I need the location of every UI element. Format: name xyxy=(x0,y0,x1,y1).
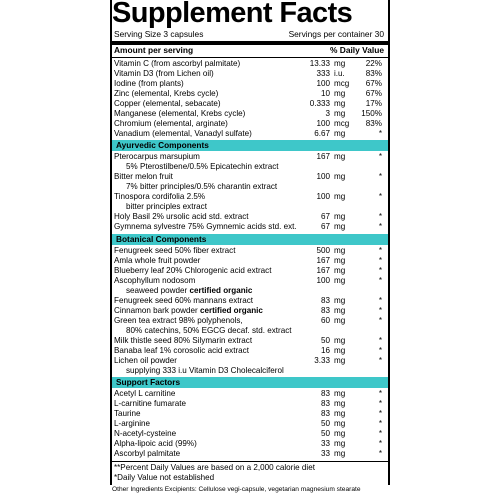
amount-header: Amount per serving xyxy=(114,45,194,55)
ingredient-row: Amla whole fruit powder 167 mg * xyxy=(114,256,382,265)
ingredient-row: Pterocarpus marsupium 167 mg * xyxy=(114,152,382,161)
nutrient-row: Copper (elemental, sebacate) 0.333 mg 17% xyxy=(114,99,382,108)
ingredient-row: Green tea extract 98% polyphenols, 60 mg * xyxy=(114,316,382,325)
panel-title: Supplement Facts xyxy=(112,0,353,29)
serving-size: Serving Size 3 capsules xyxy=(114,29,204,39)
serving-info xyxy=(112,29,388,40)
ingredient-row: Gymnema sylvestre 75% Gymnemic acids std. ext. 67 mg * xyxy=(114,222,382,231)
section-ayurvedic: Ayurvedic Components xyxy=(112,140,388,151)
servings-per-container: Servings per container 30 xyxy=(288,29,384,39)
footnote: **Percent Daily Values are based on a 2,000 calorie diet xyxy=(114,463,315,472)
divider xyxy=(112,461,388,462)
ingredient-row: Acetyl L carnitine 83 mg * xyxy=(114,389,382,398)
ingredient-row: Tinospora cordifolia 2.5% 100 mg * xyxy=(114,192,382,201)
ingredient-detail: 80% catechins, 50% EGCG decaf. std. extract xyxy=(126,326,292,335)
dv-header: % Daily Value xyxy=(330,45,384,55)
nutrient-row: Manganese (elemental, Krebs cycle) 3 mg 150% xyxy=(114,109,382,118)
ingredient-row: Fenugreek seed 60% mannans extract 83 mg * xyxy=(114,296,382,305)
nutrient-row: Chromium (elemental, arginate) 100 mcg 83% xyxy=(114,119,382,128)
nutrient-row: Vitamin C (from ascorbyl palmitate) 13.33 mg 22% xyxy=(114,59,382,68)
ingredient-row: L-arginine 50 mg * xyxy=(114,419,382,428)
other-ingredients: Other Ingredients Excipients: Cellulose vegi-capsule, vegetarian magnesium stearate xyxy=(112,486,361,493)
ingredient-row: Banaba leaf 1% corosolic acid extract 16 mg * xyxy=(114,346,382,355)
ingredient-row: Cinnamon bark powder certified organic 83 mg * xyxy=(114,306,382,315)
ingredient-row: Taurine 83 mg * xyxy=(114,409,382,418)
ingredient-row: Blueberry leaf 20% Chlorogenic acid extract 167 mg * xyxy=(114,266,382,275)
ingredient-row: Alpha-lipoic acid (99%) 33 mg * xyxy=(114,439,382,448)
nutrient-row: Iodine (from plants) 100 mcg 67% xyxy=(114,79,382,88)
section-support: Support Factors xyxy=(112,377,388,388)
ingredient-detail: seaweed powder certified organic xyxy=(126,286,253,295)
ingredient-row: Milk thistle seed 80% Silymarin extract 50 mg * xyxy=(114,336,382,345)
section-botanical: Botanical Components xyxy=(112,234,388,245)
ingredient-row: L-carnitine fumarate 83 mg * xyxy=(114,399,382,408)
ingredient-row: Lichen oil powder 3.33 mg * xyxy=(114,356,382,365)
ingredient-detail: 5% Pterostilbene/0.5% Epicatechin extract xyxy=(126,162,279,171)
ingredient-row: Bitter melon fruit 100 mg * xyxy=(114,172,382,181)
divider xyxy=(112,57,388,58)
ingredient-row: N-acetyl-cysteine 50 mg * xyxy=(114,429,382,438)
ingredient-detail: bitter principles extract xyxy=(126,202,207,211)
ingredient-row: Ascophyllum nodosom 100 mg * xyxy=(114,276,382,285)
nutrient-row: Vanadium (elemental, Vanadyl sulfate) 6.67 mg * xyxy=(114,129,382,138)
ingredient-row: Holy Basil 2% ursolic acid std. extract 67 mg * xyxy=(114,212,382,221)
ingredient-row: Ascorbyl palmitate 33 mg * xyxy=(114,449,382,458)
ingredient-detail: 7% bitter principles/0.5% charantin extract xyxy=(126,182,278,191)
nutrient-row: Zinc (elemental, Krebs cycle) 10 mg 67% xyxy=(114,89,382,98)
ingredient-detail: supplying 333 i.u Vitamin D3 Cholecalciferol xyxy=(126,366,284,375)
column-header xyxy=(112,45,388,56)
footnote: *Daily Value not established xyxy=(114,473,215,482)
ingredient-row: Fenugreek seed 50% fiber extract 500 mg * xyxy=(114,246,382,255)
nutrient-row: Vitamin D3 (from Lichen oil) 333 i.u. 83% xyxy=(114,69,382,78)
